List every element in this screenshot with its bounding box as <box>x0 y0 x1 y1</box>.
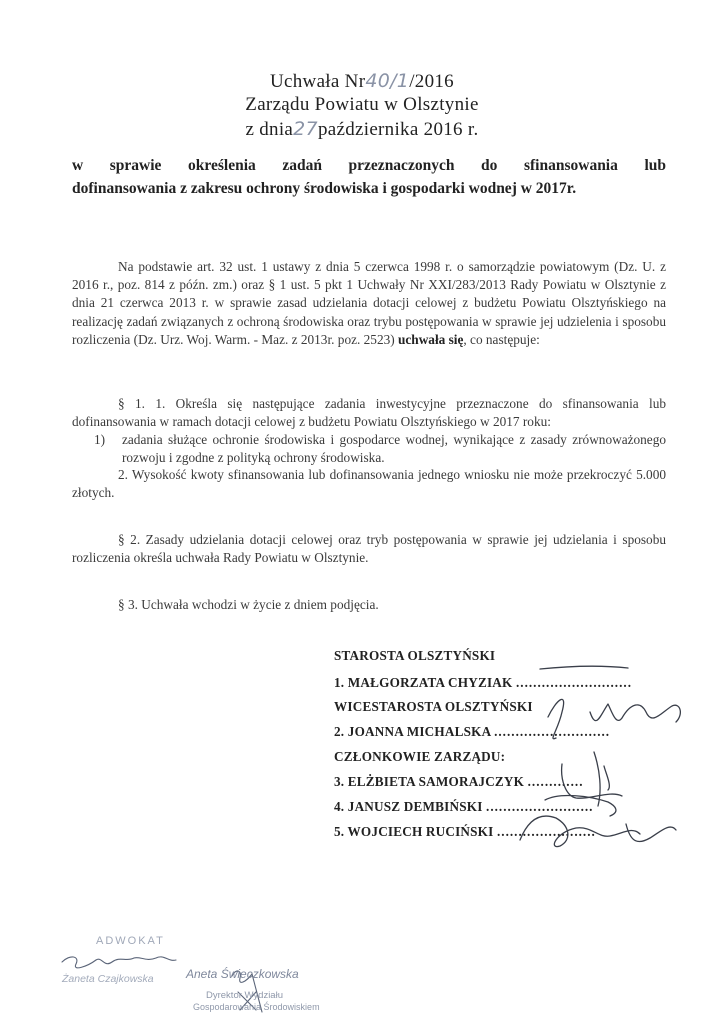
members-header: CZŁONKOWIE ZARZĄDU: <box>334 749 506 764</box>
item-text: zadania służące ochronie środowiska i gospodarce wodnej, wynikające z zasady zrównoważonego rozwoju i zgodne z polityką ochrony środowiska. <box>122 432 666 466</box>
director-name-stamp: Aneta Świeczkowska <box>186 967 299 981</box>
signatory-1: 1. MAŁGORZATA CHYZIAK <box>334 675 513 690</box>
signature-dots-2: ........................... <box>494 724 611 739</box>
signatory-4: 4. JANUSZ DEMBIŃSKI <box>334 799 483 814</box>
signature-dots-4: ......................... <box>486 799 594 814</box>
adwokat-name: Żaneta Czajkowska <box>62 973 154 985</box>
item-number: 1) <box>94 432 106 447</box>
title-prefix: Uchwała Nr <box>270 71 366 92</box>
legal-basis-text: Na podstawie art. 32 ust. 1 ustawy z dnia 5 czerwca 1998 r. o samorządzie powiatowym (Dz. U. z 2016 r., poz. 814 z późn. zm.) oraz § 1 ust. 5 pkt 1 Uchwały Nr XXI/283/2013 Rady Powiatu w Olsztynie z dnia 21 czerwca 2013 r. w sprawie zasad udzielania dotacji celowej z budżetu Powiatu Olsztyńskiego na realizację zadań związanych z ochroną środowiska oraz trybu postępowania w sprawie jej udzielenia i sposobu rozliczenia (Dz. Urz. Woj. Warm. - Maz. z 2013r. poz. 2523) <box>72 259 666 347</box>
signatory-2: 2. JOANNA MICHALSKA <box>334 724 491 739</box>
section-3: § 3. Uchwała wchodzi w życie z dniem podjęcia. <box>118 597 379 612</box>
signature-5-stroke <box>520 816 640 847</box>
director-title-stamp: Dyrektor Wydziału <box>206 990 283 1001</box>
handwritten-resolution-number: 40/1 <box>365 70 410 92</box>
subject-line-2: dofinansowania z zakresu ochrony środowiska i gospodarki wodnej w 2017r. <box>72 180 577 197</box>
date-prefix: z dnia <box>245 119 294 140</box>
signatory-3: 3. ELŻBIETA SAMORAJCZYK <box>334 774 525 789</box>
legal-basis-bold: uchwała się <box>398 331 464 347</box>
signature-6-stroke <box>626 824 676 842</box>
section-1-intro: § 1. 1. Określa się następujące zadania inwestycyjne przeznaczone do sfinansowania lub dofinansowania w ramach dotacji celowej z budżetu Powiatu Olsztyńskiego w 2017 roku: <box>72 396 666 430</box>
section-1-point-2: 2. Wysokość kwoty sfinansowania lub dofinansowania jednego wniosku nie może przekroczyć 5.000 złotych. <box>72 467 666 501</box>
title-year: /2016 <box>409 71 454 92</box>
wicestarosta-header: WICESTAROSTA OLSZTYŃSKI <box>334 699 533 714</box>
signature-1-stroke <box>540 666 628 669</box>
legal-basis-end: , co następuje: <box>463 331 540 347</box>
handwritten-day: 27 <box>293 118 318 140</box>
subject-line-1: w sprawie określenia zadań przeznaczonych do sfinansowania lub <box>72 157 666 174</box>
starosta-header: STAROSTA OLSZTYŃSKI <box>334 648 496 663</box>
signature-dots-3: ............. <box>527 774 584 789</box>
date-suffix: października 2016 r. <box>317 119 479 140</box>
adwokat-signature-stroke <box>62 957 176 968</box>
section-2: § 2. Zasady udzielania dotacji celowej oraz tryb postępowania w sprawie jej udzielania i sposobu rozliczenia określa uchwała Rady Powiatu w Olsztynie. <box>72 532 666 566</box>
signature-dots-5: ....................... <box>496 824 596 839</box>
adwokat-stamp: ADWOKAT <box>96 935 165 947</box>
director-department-stamp: Gospodarowania Środowiskiem <box>193 1002 320 1012</box>
signature-dots-1: ........................... <box>515 675 632 690</box>
signatory-5: 5. WOJCIECH RUCIŃSKI <box>334 824 494 839</box>
issuing-body: Zarządu Powiatu w Olsztynie <box>245 94 479 115</box>
signature-2-stroke <box>548 699 680 738</box>
